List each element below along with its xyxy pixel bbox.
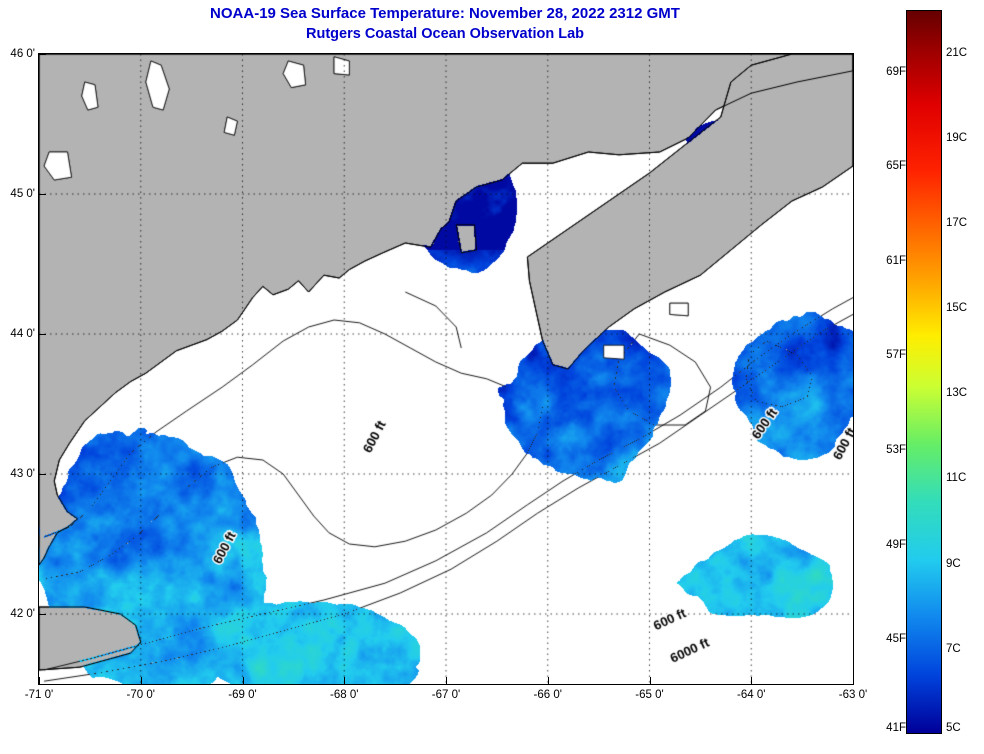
colorbar-tick-fahrenheit: 53F [886, 444, 906, 457]
colorbar-tick-fahrenheit: 57F [886, 349, 906, 362]
lon-tick-mark [344, 677, 345, 684]
lon-tick-label: -68 0' [330, 689, 359, 701]
lon-tick-mark [446, 677, 447, 684]
colorbar-tick-fahrenheit: 45F [886, 633, 906, 646]
lon-tick-mark [141, 677, 142, 684]
colorbar-tick-celsius: 21C [946, 46, 968, 59]
lon-tick-mark [751, 677, 752, 684]
lat-tick-label: 44 0' [10, 328, 35, 340]
sst-raster-canvas [39, 54, 853, 684]
lon-tick-label: -64 0' [737, 689, 766, 701]
lon-tick-mark [39, 677, 40, 684]
lon-tick-label: -70 0' [126, 689, 155, 701]
lat-tick-mark [39, 474, 46, 475]
lon-tick-label: -69 0' [228, 689, 257, 701]
colorbar-tick-celsius: 19C [946, 131, 968, 144]
colorbar-tick-fahrenheit: 65F [886, 160, 906, 173]
lon-tick-label: -65 0' [635, 689, 664, 701]
lat-tick-label: 46 0' [10, 48, 35, 60]
lat-tick-label: 43 0' [10, 468, 35, 480]
lat-tick-mark [39, 334, 46, 335]
page-title [0, 4, 890, 44]
lon-tick-label: -67 0' [431, 689, 461, 701]
colorbar-tick-celsius: 13C [946, 387, 968, 400]
colorbar-tick-fahrenheit: 69F [886, 65, 906, 78]
colorbar-tick-celsius: 15C [946, 302, 968, 315]
colorbar-tick-fahrenheit: 41F [886, 722, 906, 734]
lon-tick-mark [650, 677, 651, 684]
lat-tick-label: 42 0' [10, 608, 35, 620]
colorbar-tick-fahrenheit: 61F [886, 254, 906, 267]
lon-tick-mark [548, 677, 549, 684]
colorbar-tick-celsius: 7C [946, 642, 961, 655]
lat-tick-mark [39, 54, 46, 55]
colorbar-tick-fahrenheit: 49F [886, 538, 906, 551]
title-line-2: Rutgers Coastal Ocean Observation Lab [306, 26, 584, 42]
lat-tick-mark [39, 614, 46, 615]
colorbar-fahrenheit-labels [878, 10, 906, 734]
colorbar-tick-celsius: 17C [946, 216, 968, 229]
colorbar-tick-celsius: 5C [946, 722, 961, 734]
lon-tick-label: -71 0' [24, 689, 54, 701]
lon-tick-mark [243, 677, 244, 684]
colorbar-tick-celsius: 11C [946, 472, 967, 485]
colorbar-panel [906, 10, 968, 734]
lat-tick-mark [39, 194, 46, 195]
title-line-1: NOAA-19 Sea Surface Temperature: November 28, 2022 2312 GMT [210, 5, 680, 22]
colorbar-gradient [906, 10, 942, 734]
lat-tick-label: 45 0' [10, 188, 35, 200]
lon-tick-label: -63 0' [838, 689, 868, 701]
lon-tick-label: -66 0' [533, 689, 562, 701]
colorbar-tick-celsius: 9C [946, 557, 961, 570]
lon-tick-mark [853, 677, 854, 684]
map-plot-area[interactable] [10, 48, 868, 701]
